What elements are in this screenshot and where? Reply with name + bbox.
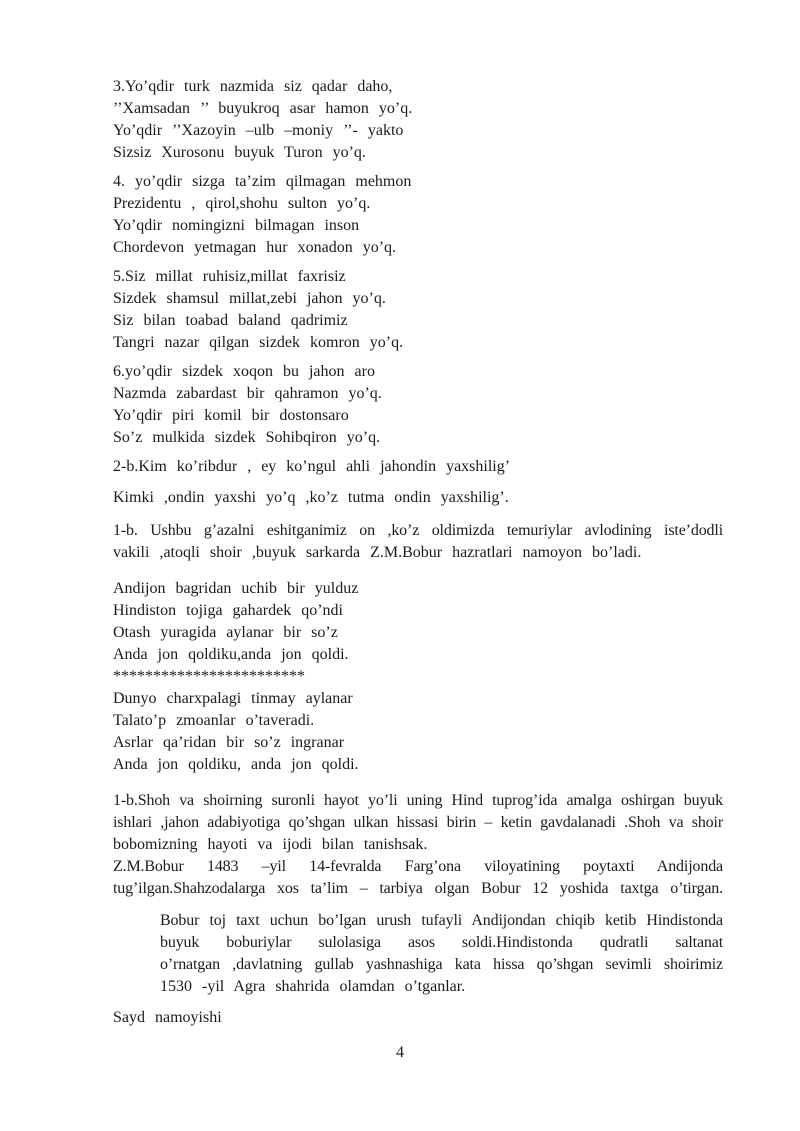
paragraph-bobur-indented xyxy=(160,910,723,998)
stanza-6 xyxy=(113,361,723,449)
text-line: Sizdek shamsul millat,zebi jahon yo’q. xyxy=(113,290,386,307)
document-body xyxy=(113,76,723,1029)
text-line: Kimki ,ondin yaxshi yo’q ,ko’z tutma ondin yaxshilig’. xyxy=(113,489,509,506)
stanza-5 xyxy=(113,266,723,354)
text-line: Prezidentu , qirol,shohu sulton yo’q. xyxy=(113,195,371,212)
text-line: Asrlar qa’ridan bir so’z ingranar xyxy=(113,734,345,751)
text-line: Otash yuragida aylanar bir so’z xyxy=(113,624,338,641)
text-line: Hindiston tojiga gahardek qo’ndi xyxy=(113,602,343,619)
text-line: Z.M.Bobur 1483 –yil 14-fevralda Farg’ona viloyatining poytaxti Andijonda xyxy=(113,858,723,875)
text-line: o’rnatgan ,davlatning gullab yashnashiga kata hissa qo’shgan sevimli shoirimiz xyxy=(160,956,723,973)
text-line: ishlari ,jahon adabiyotiga qo’shgan ulkan hissasi birin – ketin gavdalanadi .Shoh va shoir xyxy=(113,814,723,831)
text-line: Yo’qdir ’’Xazoyin –ulb –moniy ’’- yakto xyxy=(113,122,404,139)
stanza-3 xyxy=(113,76,723,164)
text-line: bobomizning hayoti va ijodi bilan tanishsak. xyxy=(113,836,428,853)
stanza-4 xyxy=(113,171,723,259)
page-number: 4 xyxy=(396,1044,404,1061)
text-line: 2-b.Kim ko’ribdur , ey ko’ngul ahli jahondin yaxshilig’ xyxy=(113,458,511,475)
text-line: buyuk boburiylar sulolasiga asos soldi.Hindistonda qudratli saltanat xyxy=(160,934,723,951)
text-line: Dunyo charxpalagi tinmay aylanar xyxy=(113,690,353,707)
text-line: Yo’qdir nomingizni bilmagan inson xyxy=(113,217,360,234)
text-line: 4. yo’qdir sizga ta’zim qilmagan mehmon xyxy=(113,173,412,190)
text-line: Anda jon qoldiku, anda jon qoldi. xyxy=(113,756,359,773)
text-line: 1-b.Shoh va shoirning suronli hayot yo’li uning Hind tuprog’ida amalga oshirgan buyuk xyxy=(113,792,723,809)
text-line: Yo’qdir piri komil bir dostonsaro xyxy=(113,407,349,424)
text-line: 5.Siz millat ruhisiz,millat faxrisiz xyxy=(113,268,346,285)
text-line: 6.yo’qdir sizdek xoqon bu jahon aro xyxy=(113,363,375,380)
text-line: Chordevon yetmagan hur xonadon yo’q. xyxy=(113,239,397,256)
poem-andijon xyxy=(113,578,723,776)
couplet-2b-line-1 xyxy=(113,456,723,478)
paragraph-1b-ushbu xyxy=(113,520,723,564)
text-line: Sayd namoyishi xyxy=(113,1009,222,1026)
paragraph-1b-shoh xyxy=(113,790,723,856)
text-line: Talato’p zmoanlar o’taveradi. xyxy=(113,712,315,729)
text-line: Sizsiz Xurosonu buyuk Turon yo’q. xyxy=(113,144,366,161)
text-line: 1-b. Ushbu g’azalni eshitganimiz on ,ko’z oldimizda temuriylar avlodining iste’dodli xyxy=(113,522,723,539)
text-line: Anda jon qoldiku,anda jon qoldi. xyxy=(113,646,349,663)
text-line: Nazmda zabardast bir qahramon yo’q. xyxy=(113,385,382,402)
text-line: Bobur toj taxt uchun bo’lgan urush tufayli Andijondan chiqib ketib Hindistonda xyxy=(160,912,723,929)
text-line: tug’ilgan.Shahzodalarga xos ta’lim – tarbiya olgan Bobur 12 yoshida taxtga o’tirgan. xyxy=(113,880,723,897)
paragraph-bobur-bio xyxy=(113,856,723,900)
text-line: So’z mulkida sizdek Sohibqiron yo’q. xyxy=(113,429,381,446)
text-line: ’’Xamsadan ’’ buyukroq asar hamon yo’q. xyxy=(113,100,413,117)
sayd-caption xyxy=(113,1007,723,1029)
text-line: Andijon bagridan uchib bir yulduz xyxy=(113,580,359,597)
couplet-2b-line-2 xyxy=(113,487,723,509)
text-line: Tangri nazar qilgan sizdek komron yo’q. xyxy=(113,334,404,351)
text-line: Siz bilan toabad baland qadrimiz xyxy=(113,312,348,329)
text-line: 3.Yo’qdir turk nazmida siz qadar daho, xyxy=(113,78,393,95)
text-line: vakili ,atoqli shoir ,buyuk sarkarda Z.M.Bobur hazratlari namoyon bo’ladi. xyxy=(113,544,642,561)
asterisk-divider: ************************ xyxy=(113,668,305,685)
text-line: 1530 -yil Agra shahrida olamdan o’tganlar. xyxy=(160,978,466,995)
